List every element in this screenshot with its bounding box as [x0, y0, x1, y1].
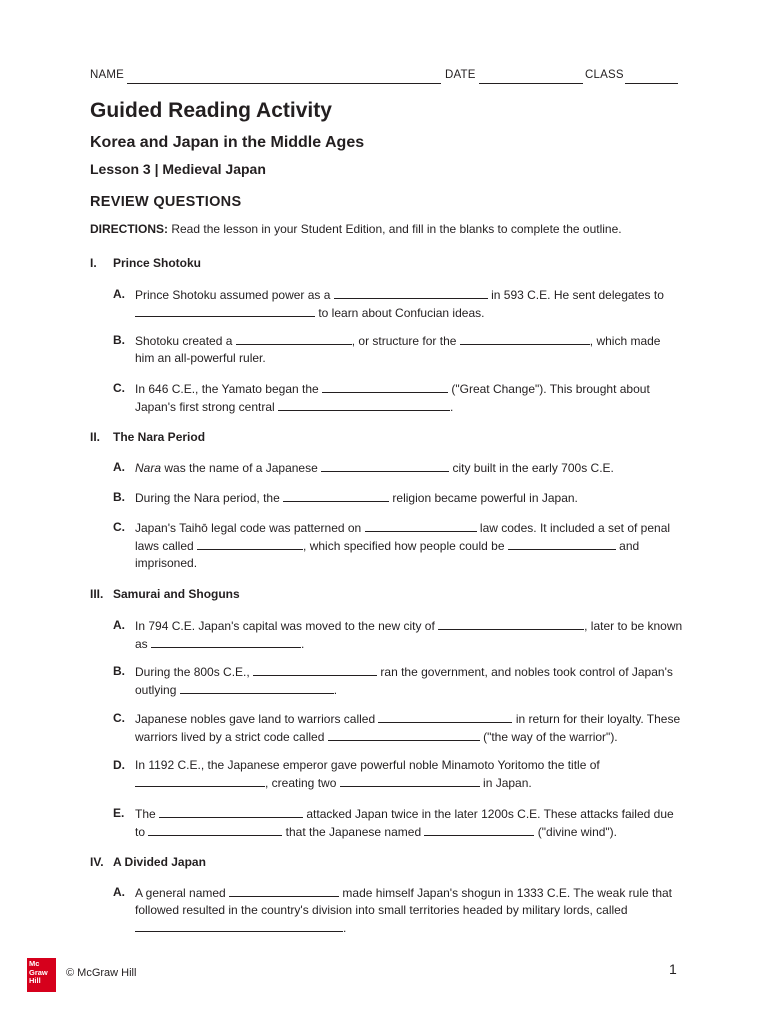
answer-blank[interactable]: [322, 380, 448, 393]
answer-blank[interactable]: [151, 635, 301, 648]
answer-blank[interactable]: [328, 728, 480, 741]
item-letter: A.: [113, 287, 125, 301]
date-field[interactable]: [479, 83, 583, 84]
section-title: Samurai and Shoguns: [113, 587, 240, 601]
answer-blank[interactable]: [148, 823, 282, 836]
item-text: in 593 C.E. He sent delegates to: [487, 288, 664, 302]
question-2a: [113, 459, 683, 477]
page-subtitle: Korea and Japan in the Middle Ages: [90, 134, 365, 151]
answer-blank[interactable]: [197, 537, 303, 550]
question-3e: [113, 805, 683, 841]
section-title: Prince Shotoku: [113, 256, 202, 270]
item-text: in Japan.: [479, 776, 532, 790]
name-field[interactable]: [127, 83, 441, 84]
item-text: was the name of a Japanese: [161, 461, 322, 475]
date-label: DATE: [445, 69, 476, 81]
section-number: III.: [90, 587, 104, 601]
question-4a: [113, 884, 683, 937]
directions-label: DIRECTIONS:: [90, 222, 168, 236]
section-number: I.: [90, 256, 97, 270]
answer-blank[interactable]: [378, 710, 512, 723]
answer-blank[interactable]: [229, 884, 339, 897]
item-text: that the Japanese named: [282, 825, 425, 839]
item-text: ("Great Change"). This brought about Japan's first strong central: [135, 382, 650, 414]
item-text: city built in the early 700s C.E.: [449, 461, 614, 475]
item-text: , creating two: [265, 776, 340, 790]
question-3d: [113, 757, 683, 792]
directions-text: Read the lesson in your Student Edition, and fill in the blanks to complete the outline.: [168, 222, 622, 236]
item-text: Japan's Taihō legal code was patterned on: [135, 521, 365, 535]
answer-blank[interactable]: [424, 823, 534, 836]
section-title: A Divided Japan: [113, 855, 206, 869]
item-letter: B.: [113, 333, 125, 347]
class-label: CLASS: [585, 69, 624, 81]
answer-blank[interactable]: [321, 459, 449, 472]
question-1c: [113, 380, 683, 416]
item-text: .: [343, 921, 347, 935]
item-letter: B.: [113, 490, 125, 504]
section-number: IV.: [90, 855, 104, 869]
answer-blank[interactable]: [253, 663, 377, 676]
item-letter: A.: [113, 618, 125, 632]
answer-blank[interactable]: [135, 919, 343, 932]
item-letter: B.: [113, 664, 125, 678]
question-3c: [113, 710, 683, 746]
item-text: law codes. It included a set of penal laws called: [135, 521, 671, 553]
item-text: ("divine wind").: [534, 825, 617, 839]
answer-blank[interactable]: [340, 774, 480, 787]
answer-blank[interactable]: [438, 617, 584, 630]
item-letter: C.: [113, 520, 125, 534]
item-text: In 794 C.E. Japan's capital was moved to the new city of: [135, 619, 439, 633]
answer-blank[interactable]: [283, 489, 389, 502]
item-text: religion became powerful in Japan.: [389, 491, 578, 505]
item-letter: A.: [113, 460, 125, 474]
item-text: A general named: [135, 886, 230, 900]
item-text: , or structure for the: [351, 334, 460, 348]
page-title: Guided Reading Activity: [90, 99, 332, 122]
item-text: , which made him an all-powerful ruler.: [135, 334, 661, 365]
answer-blank[interactable]: [135, 304, 315, 317]
question-2b: [113, 489, 683, 507]
item-text: ("the way of the warrior").: [479, 730, 618, 744]
section-title: The Nara Period: [113, 430, 206, 444]
page-number: 1: [669, 961, 677, 977]
directions: [90, 222, 622, 236]
name-label: NAME: [90, 69, 125, 81]
answer-blank[interactable]: [236, 332, 352, 345]
question-2c: [113, 519, 683, 572]
item-text: Prince Shotoku assumed power as a: [135, 288, 334, 302]
item-text: , which specified how people could be: [303, 539, 508, 553]
review-heading: REVIEW QUESTIONS: [90, 194, 242, 210]
item-letter: E.: [113, 806, 125, 820]
item-letter: C.: [113, 381, 125, 395]
class-field[interactable]: [625, 83, 678, 84]
item-letter: D.: [113, 758, 125, 772]
answer-blank[interactable]: [135, 774, 265, 787]
item-text: During the 800s C.E.,: [135, 665, 254, 679]
item-letter: A.: [113, 885, 125, 899]
item-text: , later to be known as: [135, 619, 683, 651]
answer-blank[interactable]: [159, 805, 303, 818]
item-text: ran the government, and nobles took control of Japan's outlying: [135, 665, 673, 697]
item-text: .: [301, 637, 305, 651]
item-text: In 1192 C.E., the Japanese emperor gave powerful noble Minamoto Yoritomo the title of: [135, 758, 600, 772]
copyright: © McGraw Hill: [66, 967, 137, 979]
item-text: The: [135, 807, 160, 821]
answer-blank[interactable]: [180, 681, 334, 694]
item-text: .: [450, 400, 454, 414]
question-3b: [113, 663, 683, 699]
item-text: to learn about Confucian ideas.: [315, 306, 485, 320]
answer-blank[interactable]: [278, 398, 450, 411]
item-text: Shotoku created a: [135, 334, 236, 348]
item-text: In 646 C.E., the Yamato began the: [135, 382, 323, 396]
mcgraw-hill-logo: Mc Graw Hill: [27, 958, 56, 992]
answer-blank[interactable]: [334, 286, 488, 299]
item-text: and imprisoned.: [135, 539, 640, 570]
question-3a: [113, 617, 683, 653]
item-text: attacked Japan twice in the later 1200s C.E. These attacks failed due to: [135, 807, 674, 839]
item-text-italic: Nara: [135, 461, 162, 475]
item-letter: C.: [113, 711, 125, 725]
question-1b: [113, 332, 683, 367]
item-text: made himself Japan's shogun in 1333 C.E. The weak rule that followed resulted in the country's division into small territories headed by military lords, called: [135, 886, 673, 917]
section-number: II.: [90, 430, 101, 444]
answer-blank[interactable]: [365, 519, 477, 532]
item-text: Japanese nobles gave land to warriors called: [135, 712, 379, 726]
item-text: During the Nara period, the: [135, 491, 284, 505]
question-1a: [113, 286, 683, 322]
answer-blank[interactable]: [460, 332, 590, 345]
item-text: .: [333, 683, 338, 697]
answer-blank[interactable]: [508, 537, 616, 550]
item-text: in return for their loyalty. These warriors lived by a strict code called: [135, 712, 681, 744]
lesson-heading: Lesson 3 | Medieval Japan: [90, 161, 266, 177]
